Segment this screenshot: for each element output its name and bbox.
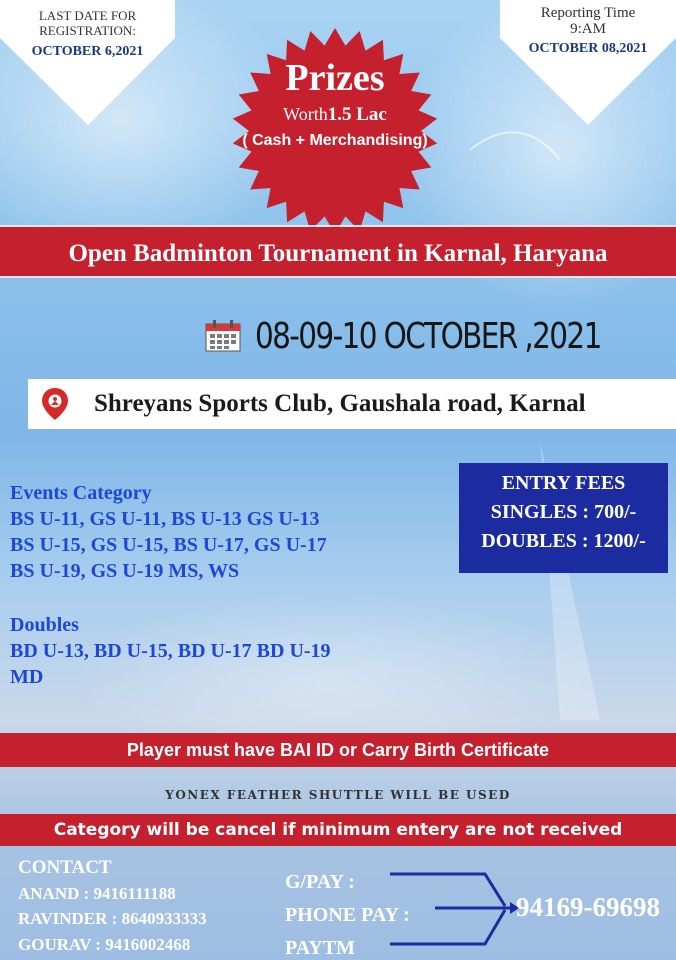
entry-fees-doubles: DOUBLES : 1200/-	[481, 530, 646, 552]
registration-date: OCTOBER 6,2021	[31, 44, 144, 59]
registration-deadline	[0, 0, 175, 60]
entry-fees-heading: ENTRY FEES	[501, 472, 626, 494]
prizes-badge	[232, 28, 438, 234]
prizes-worth	[232, 104, 438, 126]
tournament-dates: 08-09-10 OCTOBER ,2021	[255, 315, 601, 357]
prizes-worth-prefix: Worth	[283, 104, 328, 124]
payment-arrows-icon	[385, 866, 520, 956]
reporting-date: OCTOBER 08,2021	[528, 41, 648, 56]
events-heading: Events Category	[10, 482, 152, 504]
contact-heading: CONTACT	[18, 857, 112, 878]
venue-bar	[28, 379, 676, 429]
registration-label: LAST DATE FOR REGISTRATION:	[38, 8, 137, 38]
contact-person: RAVINDER : 8640933333	[18, 909, 207, 928]
contact-person: GOURAV : 9416002468	[18, 934, 191, 954]
reporting-hour: 9:AM	[570, 21, 606, 37]
cancel-notice: Category will be cancel if minimum entery are not received	[0, 814, 676, 846]
reporting-label: Reporting Time	[540, 5, 636, 21]
prizes-detail: ( Cash + Merchandising)	[242, 132, 428, 149]
contact-section	[18, 855, 207, 957]
payment-number: 94169-69698	[516, 892, 660, 922]
tournament-title: Open Badminton Tournament in Karnal, Haryana	[0, 225, 676, 278]
entry-fees-singles: SINGLES : 700/-	[490, 501, 637, 523]
events-category	[10, 480, 331, 690]
prizes-amount: 1.5 Lac	[327, 104, 387, 125]
payment-method: PHONE PAY :	[285, 904, 410, 926]
doubles-line: BD U-13, BD U-15, BD U-17 BD U-19	[10, 640, 331, 662]
payment-method: PAYTM	[285, 937, 355, 959]
doubles-heading: Doubles	[10, 614, 79, 636]
venue-name: Shreyans Sports Club, Gaushala road, Karnal	[94, 390, 586, 417]
contact-person: ANAND : 9416111188	[18, 883, 176, 903]
bai-notice: Player must have BAI ID or Carry Birth Certificate	[0, 733, 676, 767]
location-pin-icon	[40, 386, 70, 422]
doubles-line: MD	[10, 666, 44, 688]
event-line: BS U-11, GS U-11, BS U-13 GS U-13	[10, 508, 320, 530]
prizes-title: Prizes	[285, 57, 385, 99]
calendar-icon	[205, 320, 241, 352]
payment-method: G/PAY :	[285, 871, 355, 893]
date-row	[205, 311, 676, 361]
event-line: BS U-15, GS U-15, BS U-17, GS U-17	[10, 534, 327, 556]
reporting-time	[500, 0, 676, 57]
event-line: BS U-19, GS U-19 MS, WS	[10, 560, 240, 582]
entry-fees-box	[459, 463, 668, 573]
shuttle-notice: YONEX FEATHER SHUTTLE WILL BE USED	[165, 788, 511, 802]
